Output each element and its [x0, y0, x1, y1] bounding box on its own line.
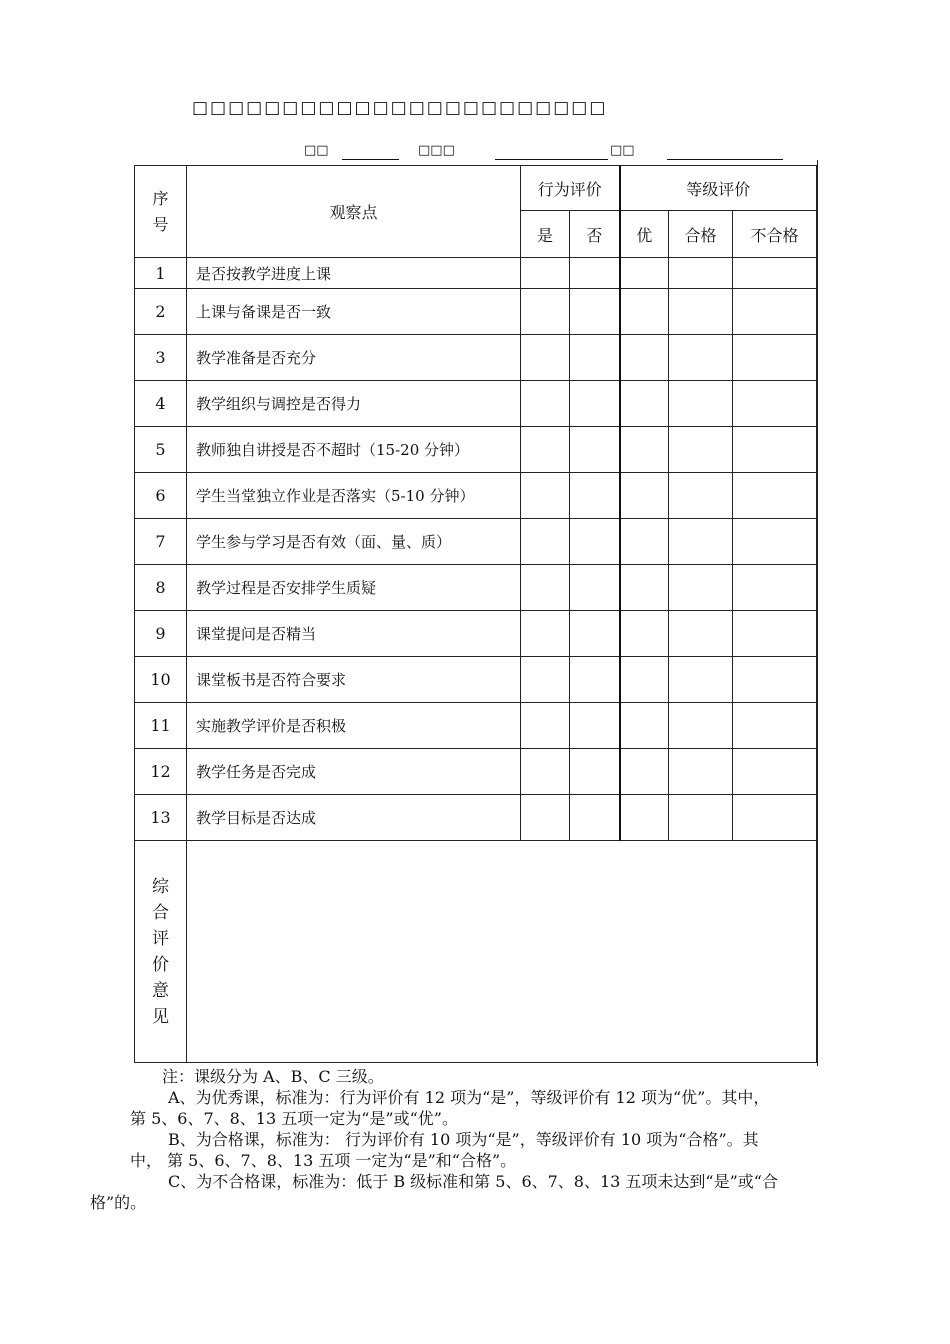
cell-fail[interactable] [733, 703, 817, 749]
cell-pass[interactable] [669, 795, 733, 841]
cell-fail[interactable] [733, 335, 817, 381]
row-number: 10 [135, 657, 187, 703]
table-row [135, 519, 817, 565]
cell-no[interactable] [570, 657, 620, 703]
note-b-line1: B、为合格课，标准为： 行为评价有 10 项为“是”，等级评价有 10 项为“合格”。其 [168, 1130, 759, 1149]
cell-no[interactable] [570, 749, 620, 795]
cell-excellent[interactable] [620, 611, 669, 657]
cell-yes[interactable] [521, 335, 570, 381]
meta-blank-1[interactable] [342, 159, 399, 160]
note-intro: 注：课级分为 A、B、C 三级。 [162, 1067, 384, 1086]
row-observation: 教师独自讲授是否不超时（15-20 分钟） [187, 427, 521, 473]
cell-fail[interactable] [733, 795, 817, 841]
cell-yes[interactable] [521, 381, 570, 427]
outer-right-border [817, 160, 818, 1066]
row-number: 7 [135, 519, 187, 565]
cell-yes[interactable] [521, 795, 570, 841]
notes-section [90, 1066, 862, 1213]
cell-yes[interactable] [521, 427, 570, 473]
cell-no[interactable] [570, 519, 620, 565]
row-number: 9 [135, 611, 187, 657]
header-excellent: 优 [620, 211, 669, 258]
cell-excellent[interactable] [620, 473, 669, 519]
meta-label-3: □□ [610, 143, 635, 158]
cell-excellent[interactable] [620, 335, 669, 381]
cell-yes[interactable] [521, 473, 570, 519]
header-observation-point: 观察点 [187, 166, 521, 258]
cell-pass[interactable] [669, 565, 733, 611]
row-observation: 上课与备课是否一致 [187, 289, 521, 335]
row-number: 2 [135, 289, 187, 335]
row-observation: 学生参与学习是否有效（面、量、质） [187, 519, 521, 565]
table-row [135, 565, 817, 611]
cell-yes[interactable] [521, 519, 570, 565]
cell-pass[interactable] [669, 657, 733, 703]
note-a-line2: 第 5、6、7、8、13 五项一定为“是”或“优”。 [130, 1109, 458, 1128]
summary-comment-field[interactable] [187, 841, 817, 1063]
cell-no[interactable] [570, 381, 620, 427]
cell-no[interactable] [570, 703, 620, 749]
summary-label: 综合评价意见 [135, 841, 187, 1063]
row-observation: 实施教学评价是否积极 [187, 703, 521, 749]
cell-pass[interactable] [669, 473, 733, 519]
cell-fail[interactable] [733, 289, 817, 335]
cell-excellent[interactable] [620, 381, 669, 427]
cell-no[interactable] [570, 565, 620, 611]
cell-pass[interactable] [669, 611, 733, 657]
cell-fail[interactable] [733, 749, 817, 795]
cell-no[interactable] [570, 335, 620, 381]
cell-no[interactable] [570, 258, 620, 289]
cell-pass[interactable] [669, 289, 733, 335]
meta-blank-2[interactable] [495, 159, 608, 160]
summary-row [135, 841, 817, 1063]
cell-excellent[interactable] [620, 657, 669, 703]
row-observation: 学生当堂独立作业是否落实（5-10 分钟） [187, 473, 521, 519]
document-title: □□□□□□□□□□□□□□□□□□□□□□□ [192, 98, 608, 118]
cell-no[interactable] [570, 289, 620, 335]
row-observation: 教学组织与调控是否得力 [187, 381, 521, 427]
cell-fail[interactable] [733, 519, 817, 565]
row-number: 1 [135, 258, 187, 289]
table-row [135, 611, 817, 657]
cell-no[interactable] [570, 473, 620, 519]
cell-pass[interactable] [669, 258, 733, 289]
cell-yes[interactable] [521, 611, 570, 657]
row-number: 8 [135, 565, 187, 611]
row-number: 12 [135, 749, 187, 795]
note-a-line1: A、为优秀课，标准为：行为评价有 12 项为“是”，等级评价有 12 项为“优”。其中， [168, 1088, 770, 1107]
table-row [135, 335, 817, 381]
cell-pass[interactable] [669, 427, 733, 473]
cell-fail[interactable] [733, 381, 817, 427]
note-c-line1: C、为不合格课，标准为：低于 B 级标准和第 5、6、7、8、13 五项未达到“是”或“合 [168, 1172, 778, 1191]
table-row [135, 289, 817, 335]
row-observation: 教学目标是否达成 [187, 795, 521, 841]
cell-fail[interactable] [733, 427, 817, 473]
table-row [135, 427, 817, 473]
note-b-line2: 中， 第 5、6、7、8、13 五项 一定为“是”和“合格”。 [130, 1151, 517, 1170]
row-observation: 教学过程是否安排学生质疑 [187, 565, 521, 611]
cell-pass[interactable] [669, 335, 733, 381]
meta-label-2: □□□ [418, 143, 455, 158]
cell-no[interactable] [570, 795, 620, 841]
row-number: 11 [135, 703, 187, 749]
cell-pass[interactable] [669, 749, 733, 795]
row-number: 13 [135, 795, 187, 841]
cell-pass[interactable] [669, 519, 733, 565]
header-fail: 不合格 [733, 211, 817, 258]
table-row [135, 473, 817, 519]
cell-fail[interactable] [733, 565, 817, 611]
row-observation: 教学任务是否完成 [187, 749, 521, 795]
cell-excellent[interactable] [620, 795, 669, 841]
row-observation: 课堂板书是否符合要求 [187, 657, 521, 703]
row-number: 4 [135, 381, 187, 427]
cell-excellent[interactable] [620, 565, 669, 611]
cell-fail[interactable] [733, 611, 817, 657]
cell-excellent[interactable] [620, 289, 669, 335]
table-row [135, 795, 817, 841]
row-observation: 是否按教学进度上课 [187, 258, 521, 289]
cell-yes[interactable] [521, 565, 570, 611]
cell-yes[interactable] [521, 749, 570, 795]
cell-no[interactable] [570, 427, 620, 473]
header-number: 序号 [135, 166, 187, 258]
note-c-line2: 格”的。 [90, 1193, 147, 1212]
cell-excellent[interactable] [620, 427, 669, 473]
table-row [135, 381, 817, 427]
table-row [135, 258, 817, 289]
cell-yes[interactable] [521, 289, 570, 335]
cell-fail[interactable] [733, 657, 817, 703]
row-number: 5 [135, 427, 187, 473]
header-grade-evaluation: 等级评价 [620, 166, 817, 211]
meta-blank-3[interactable] [667, 159, 783, 160]
cell-excellent[interactable] [620, 749, 669, 795]
table-row [135, 657, 817, 703]
cell-no[interactable] [570, 611, 620, 657]
header-pass: 合格 [669, 211, 733, 258]
cell-yes[interactable] [521, 703, 570, 749]
meta-label-1: □□ [304, 143, 329, 158]
header-no: 否 [570, 211, 620, 258]
row-observation: 教学准备是否充分 [187, 335, 521, 381]
cell-yes[interactable] [521, 657, 570, 703]
cell-excellent[interactable] [620, 258, 669, 289]
cell-fail[interactable] [733, 258, 817, 289]
header-yes: 是 [521, 211, 570, 258]
cell-fail[interactable] [733, 473, 817, 519]
cell-pass[interactable] [669, 381, 733, 427]
row-number: 6 [135, 473, 187, 519]
header-behavior-evaluation: 行为评价 [521, 166, 620, 211]
cell-excellent[interactable] [620, 703, 669, 749]
cell-yes[interactable] [521, 258, 570, 289]
evaluation-table [134, 165, 817, 1063]
row-number: 3 [135, 335, 187, 381]
table-row [135, 703, 817, 749]
row-observation: 课堂提问是否精当 [187, 611, 521, 657]
table-row [135, 749, 817, 795]
cell-pass[interactable] [669, 703, 733, 749]
cell-excellent[interactable] [620, 519, 669, 565]
